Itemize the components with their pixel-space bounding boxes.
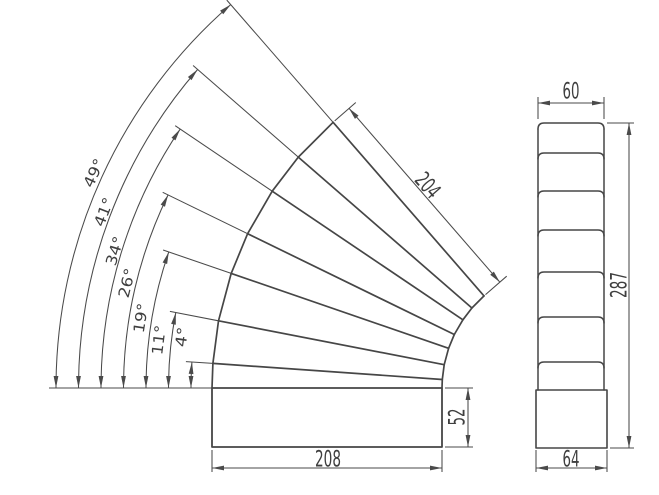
side-view-base-outline [536,390,607,448]
angle-arc-arrow-end-4deg [189,362,194,374]
top-width-arrow-left [538,101,550,106]
angle-label-49deg: 49° [79,158,108,191]
side-view-segment-cap-4 [538,230,604,236]
bend-joint-line-41deg [298,157,472,308]
angle-label-4deg: 4° [171,328,192,349]
side-view-segment-cap-6 [538,317,604,323]
bend-joint-line-49deg [333,122,484,296]
leg-height-arrow-top [466,388,471,400]
joint-extension-line-41deg [193,66,298,158]
joint-extension-line-26deg [163,192,248,233]
dim-label-64: 64 [562,447,580,473]
angle-label-11deg: 11° [148,327,170,356]
angle-label-41deg: 41° [90,197,117,230]
angle-arc-arrow-end-34deg [171,129,180,140]
bend-leg-outline [212,388,442,447]
angle-arc-arrow-base-11deg [166,376,171,388]
angle-arc-arrow-base-41deg [76,376,81,388]
dim-label-204: 204 [409,167,456,217]
leg-height-arrow-bottom [466,435,471,447]
side-view-segment-cap-3 [538,191,604,197]
angle-arc-arrow-base-26deg [121,376,126,388]
bend-joint-line-4deg [213,363,442,379]
dim-label-60: 60 [562,79,580,105]
angle-label-26deg: 26° [114,269,139,300]
bend-joint-line-26deg [248,234,455,335]
height-arrow-top [627,123,632,135]
side-view-segment-cap-7 [538,362,604,368]
dim-label-287: 287 [607,256,633,298]
leg-length-arrow-right [430,466,442,471]
side-view-segment-cap-1 [538,123,604,129]
side-view-segment-cap-2 [538,153,604,159]
bend-joint-line-34deg [272,191,463,320]
base-width-arrow-right [595,466,607,471]
base-width-arrow-left [536,466,548,471]
joint-extension-line-4deg [186,362,213,364]
angle-label-19deg: 19° [129,305,152,335]
bend-joint-line-11deg [219,321,445,365]
angle-arc-arrow-base-49deg [54,376,59,388]
joint-extension-line-34deg [175,126,272,192]
dim-label-208: 208 [315,447,341,473]
bend-outer-edge [212,122,333,388]
height-arrow-bottom [627,436,632,448]
angle-arc-arrow-base-4deg [189,376,194,388]
joint-extension-line-19deg [163,250,231,273]
top-width-arrow-right [592,101,604,106]
angle-arc-arrow-base-19deg [144,376,149,388]
bend-joint-line-19deg [231,273,448,348]
joint-extension-line-49deg [227,0,333,122]
joint-extension-line-11deg [170,311,219,320]
angle-arc-arrow-end-19deg [163,252,169,264]
angle-arc-arrow-base-34deg [99,376,104,388]
angle-arc-arrow-end-11deg [171,313,176,325]
dim-label-52: 52 [445,397,471,426]
leg-length-arrow-left [212,466,224,471]
angle-label-34deg: 34° [102,237,127,268]
angle-arc-arrow-end-26deg [161,195,168,207]
side-view-segment-cap-5 [538,272,604,278]
